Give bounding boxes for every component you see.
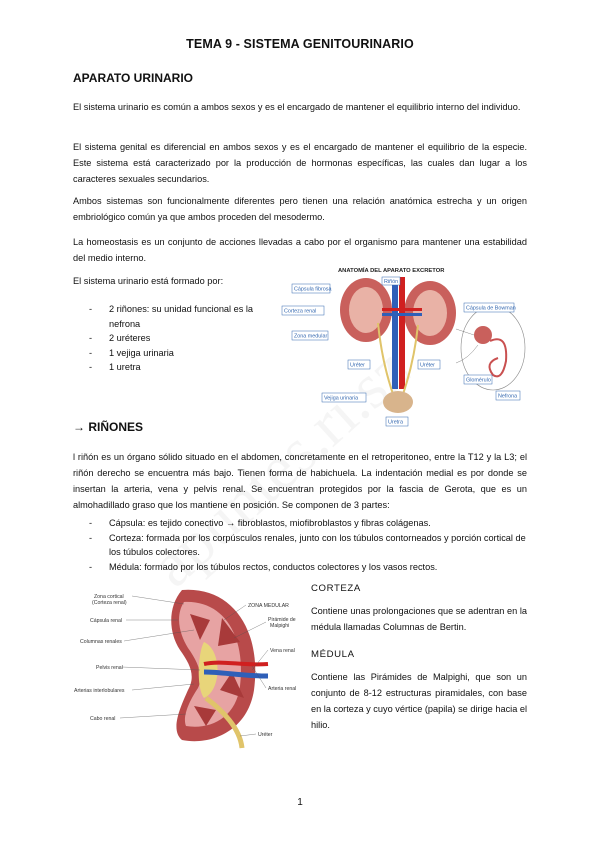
label-rinon: Riñón bbox=[384, 279, 399, 285]
label-pelvis-renal: Pelvis renal bbox=[96, 665, 123, 671]
excretory-anatomy-figure bbox=[278, 263, 530, 431]
label-capsula-bowman: Cápsula de Bowman bbox=[466, 305, 516, 312]
corteza-text: Contiene unas prolongaciones que se adentran en la médula llamadas Columnas de Bertin. bbox=[311, 606, 527, 632]
list-item: - Médula: formado por los túbulos rectos, conductos colectores y los vasos rectos. bbox=[89, 561, 438, 572]
label-uretra: Uretra bbox=[388, 419, 403, 426]
label-zona-medular-2: ZONA MEDULAR bbox=[248, 603, 289, 609]
label-zona-medular: Zona medular bbox=[294, 333, 328, 340]
aorta bbox=[399, 277, 405, 389]
label-ureter-right: Uréter bbox=[420, 362, 435, 369]
label-corteza-renal-2: (Corteza renal) bbox=[92, 600, 127, 606]
label-ureter: Uréter bbox=[258, 732, 273, 738]
renal-artery bbox=[204, 663, 268, 665]
medula-text: Contiene las Pirámides de Malpighi, que son un conjunto de 8-12 estructuras piramidales, con base en la corteza y cuyo vértice (papila) se dirige hacia el hilio. bbox=[311, 672, 528, 730]
list-item: - Cápsula: es tejido conectivo → fibroblastos, miofibroblastos y fibras colágenas. bbox=[89, 518, 431, 528]
label-piramide: Pirámide de bbox=[268, 617, 296, 623]
label-ureter-left: Uréter bbox=[350, 362, 365, 369]
page-title: TEMA 9 - SISTEMA GENITOURINARIO bbox=[186, 37, 414, 51]
list-item: - 1 uretra bbox=[89, 362, 141, 372]
kidney-parts-list bbox=[89, 516, 529, 574]
label-vejiga: Vejiga urinaria bbox=[324, 395, 359, 402]
label-nefrona: Nefrona bbox=[498, 393, 518, 400]
bladder bbox=[383, 391, 413, 413]
paragraph-rinon: l riñón es un órgano sólido situado en el abdomen, concretamente en el retroperitoneo, entre la T12 y la L3; el riñón derecho se encuentra más bajo. Tienen forma de habichuela. La indentación medial es por donde se insertan la arteria, vena y pelvis renal. Se encuentran protegidos por la fascia de Gerota, que es un almohadillado graso que los mantiene en posición. Se componen de 3 partes: bbox=[73, 452, 527, 510]
paragraph-3: Ambos sistemas son funcionalmente diferentes pero tienen una relación anatómica estrecha y un origen embriológico común ya que ambos proceden del mesodermo. bbox=[73, 196, 527, 222]
list-item: - 1 vejiga urinaria bbox=[89, 347, 174, 358]
label-capsula-renal: Cápsula renal bbox=[90, 618, 123, 624]
label-corteza-renal: Corteza renal bbox=[284, 308, 317, 315]
section-heading-rinones: → RIÑONES bbox=[73, 420, 144, 434]
list-item: - Corteza: formada por los corpúsculos renales, junto con los túbulos contorneados y porción cortical de los túbulos colectores. bbox=[89, 532, 526, 557]
label-malpighi: Malpighi bbox=[270, 623, 290, 629]
label-arteria-renal: Arteria renal bbox=[268, 686, 297, 692]
medula-label: MÉDULA bbox=[311, 649, 355, 660]
corteza-block bbox=[311, 581, 527, 635]
label-arterias-interlobulares: Arterias interlobulares bbox=[74, 688, 125, 694]
list-item: - 2 riñones: su unidad funcional es la nefrona bbox=[89, 304, 254, 329]
page-number: 1 bbox=[297, 797, 303, 808]
corteza-label: CORTEZA bbox=[311, 583, 361, 594]
paragraph-2: El sistema genital es diferencial en ambos sexos y es el encargado de mantener el equilibrio de la especie. Este sistema está caracterizado por la producción de hormonas específicas, las cuales dan lugar a los caracteres sexuales secundarios. bbox=[73, 142, 527, 184]
vena-cava bbox=[392, 277, 398, 389]
figure-title: ANATOMÍA DEL APARATO EXCRETOR bbox=[338, 268, 445, 274]
section-heading-aparato-urinario: APARATO URINARIO bbox=[73, 71, 193, 85]
label-capsula-fibrosa: Cápsula fibrosa bbox=[294, 286, 332, 293]
label-glomerulo: Glomérulo bbox=[466, 377, 491, 384]
kidney-section-figure bbox=[72, 580, 302, 750]
list-intro: El sistema urinario está formado por: bbox=[73, 276, 224, 286]
label-zona-cortical: Zona cortical bbox=[94, 594, 124, 600]
label-vena-renal: Vena renal bbox=[270, 648, 295, 654]
paragraph-1: El sistema urinario es común a ambos sexos y es el encargado de mantener el equilibrio interno del individuo. bbox=[73, 102, 521, 112]
medula-block bbox=[311, 647, 527, 733]
label-columnas-renales: Columnas renales bbox=[80, 639, 122, 645]
list-item: - 2 uréteres bbox=[89, 333, 151, 343]
paragraph-4: La homeostasis es un conjunto de acciones llevadas a cabo por el organismo para mantener una estabilidad del medio interno. bbox=[73, 237, 527, 263]
label-cabo-renal: Cabo renal bbox=[90, 716, 116, 722]
components-list bbox=[89, 302, 269, 375]
